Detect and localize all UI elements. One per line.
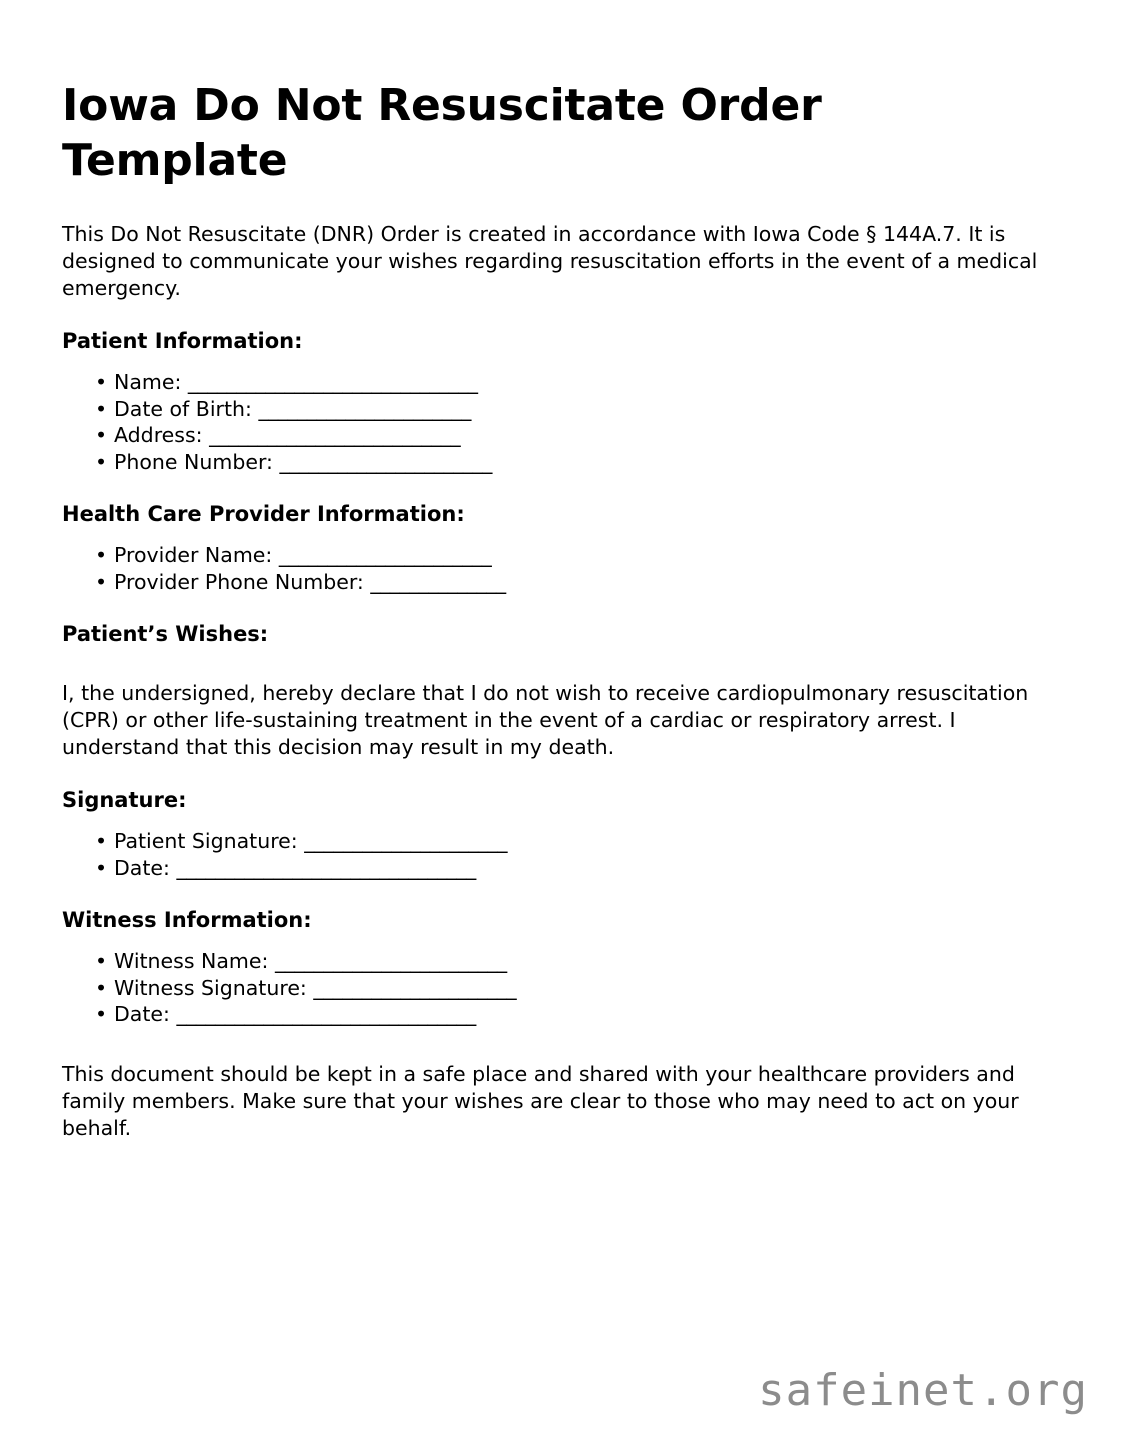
blank-field-provider-name[interactable]: ______________________ bbox=[278, 543, 492, 567]
section-heading-patient-information: Patient Information: bbox=[62, 329, 303, 353]
provider-information-field-list bbox=[62, 542, 1060, 595]
list-item bbox=[62, 369, 1060, 396]
blank-field-phone-number[interactable]: ______________________ bbox=[279, 449, 492, 474]
field-label: Date: bbox=[114, 855, 170, 880]
list-item bbox=[62, 396, 1060, 423]
field-label: Phone Number: bbox=[114, 449, 273, 474]
field-label: Provider Phone Number: bbox=[114, 569, 364, 594]
blank-field-witness-signature[interactable]: _____________________ bbox=[313, 975, 517, 1000]
blank-field-witness-date[interactable]: _______________________________ bbox=[176, 1002, 476, 1026]
field-label: Witness Signature: bbox=[114, 975, 307, 1000]
page-title: Iowa Do Not Resuscitate Order Template bbox=[62, 80, 822, 186]
bullet-icon: • bbox=[95, 423, 108, 447]
section-heading-provider-information: Health Care Provider Information: bbox=[62, 502, 465, 526]
blank-field-address[interactable]: __________________________ bbox=[209, 423, 460, 447]
bullet-icon: • bbox=[95, 975, 108, 1000]
bullet-icon: • bbox=[95, 449, 108, 474]
list-item bbox=[62, 449, 1060, 476]
bullet-icon: • bbox=[95, 370, 108, 394]
bullet-icon: • bbox=[95, 829, 108, 853]
bullet-icon: • bbox=[95, 543, 108, 567]
blank-field-date-of-birth[interactable]: ______________________ bbox=[258, 396, 471, 421]
bullet-icon: • bbox=[95, 855, 108, 880]
list-item bbox=[62, 1001, 1060, 1028]
patient-information-field-list bbox=[62, 369, 1060, 475]
field-label: Witness Name: bbox=[114, 949, 269, 973]
field-label: Address: bbox=[114, 423, 203, 447]
blank-field-signature-date[interactable]: _______________________________ bbox=[176, 855, 476, 880]
list-item bbox=[62, 855, 1060, 882]
blank-field-witness-name[interactable]: ________________________ bbox=[274, 949, 507, 973]
blank-field-patient-signature[interactable]: _____________________ bbox=[304, 829, 507, 853]
list-item bbox=[62, 422, 1060, 449]
list-item bbox=[62, 828, 1060, 855]
field-label: Name: bbox=[114, 370, 182, 394]
witness-information-field-list bbox=[62, 948, 1060, 1028]
section-heading-signature: Signature: bbox=[62, 788, 187, 812]
watermark: safeinet.org bbox=[758, 1365, 1088, 1416]
patient-wishes-declaration: I, the undersigned, hereby declare that I do not wish to receive cardiopulmonary resuscitation (CPR) or other life-sustaining treatment in the event of a cardiac or respiratory arrest. I understand that this decision may result in my death. bbox=[62, 681, 1029, 759]
list-item bbox=[62, 948, 1060, 975]
bullet-icon: • bbox=[95, 949, 108, 973]
blank-field-name[interactable]: ______________________________ bbox=[187, 370, 478, 394]
bullet-icon: • bbox=[95, 396, 108, 421]
field-label: Date: bbox=[114, 1002, 170, 1026]
field-label: Patient Signature: bbox=[114, 829, 298, 853]
bullet-icon: • bbox=[95, 569, 108, 594]
field-label: Date of Birth: bbox=[114, 396, 252, 421]
list-item bbox=[62, 569, 1060, 596]
section-heading-witness-information: Witness Information: bbox=[62, 908, 312, 932]
field-label: Provider Name: bbox=[114, 543, 273, 567]
intro-paragraph: This Do Not Resuscitate (DNR) Order is created in accordance with Iowa Code § 144A.7. It is designed to communicate your wishes regarding resuscitation efforts in the event of a medical emergency. bbox=[62, 222, 1038, 300]
signature-field-list bbox=[62, 828, 1060, 881]
list-item bbox=[62, 975, 1060, 1002]
bullet-icon: • bbox=[95, 1002, 108, 1026]
blank-field-provider-phone-number[interactable]: ______________ bbox=[370, 569, 506, 594]
section-heading-patient-wishes: Patient’s Wishes: bbox=[62, 622, 269, 646]
list-item bbox=[62, 542, 1060, 569]
closing-paragraph: This document should be kept in a safe place and shared with your healthcare providers and family members. Make sure that your wishes are clear to those who may need to act on your behalf. bbox=[62, 1061, 1019, 1140]
